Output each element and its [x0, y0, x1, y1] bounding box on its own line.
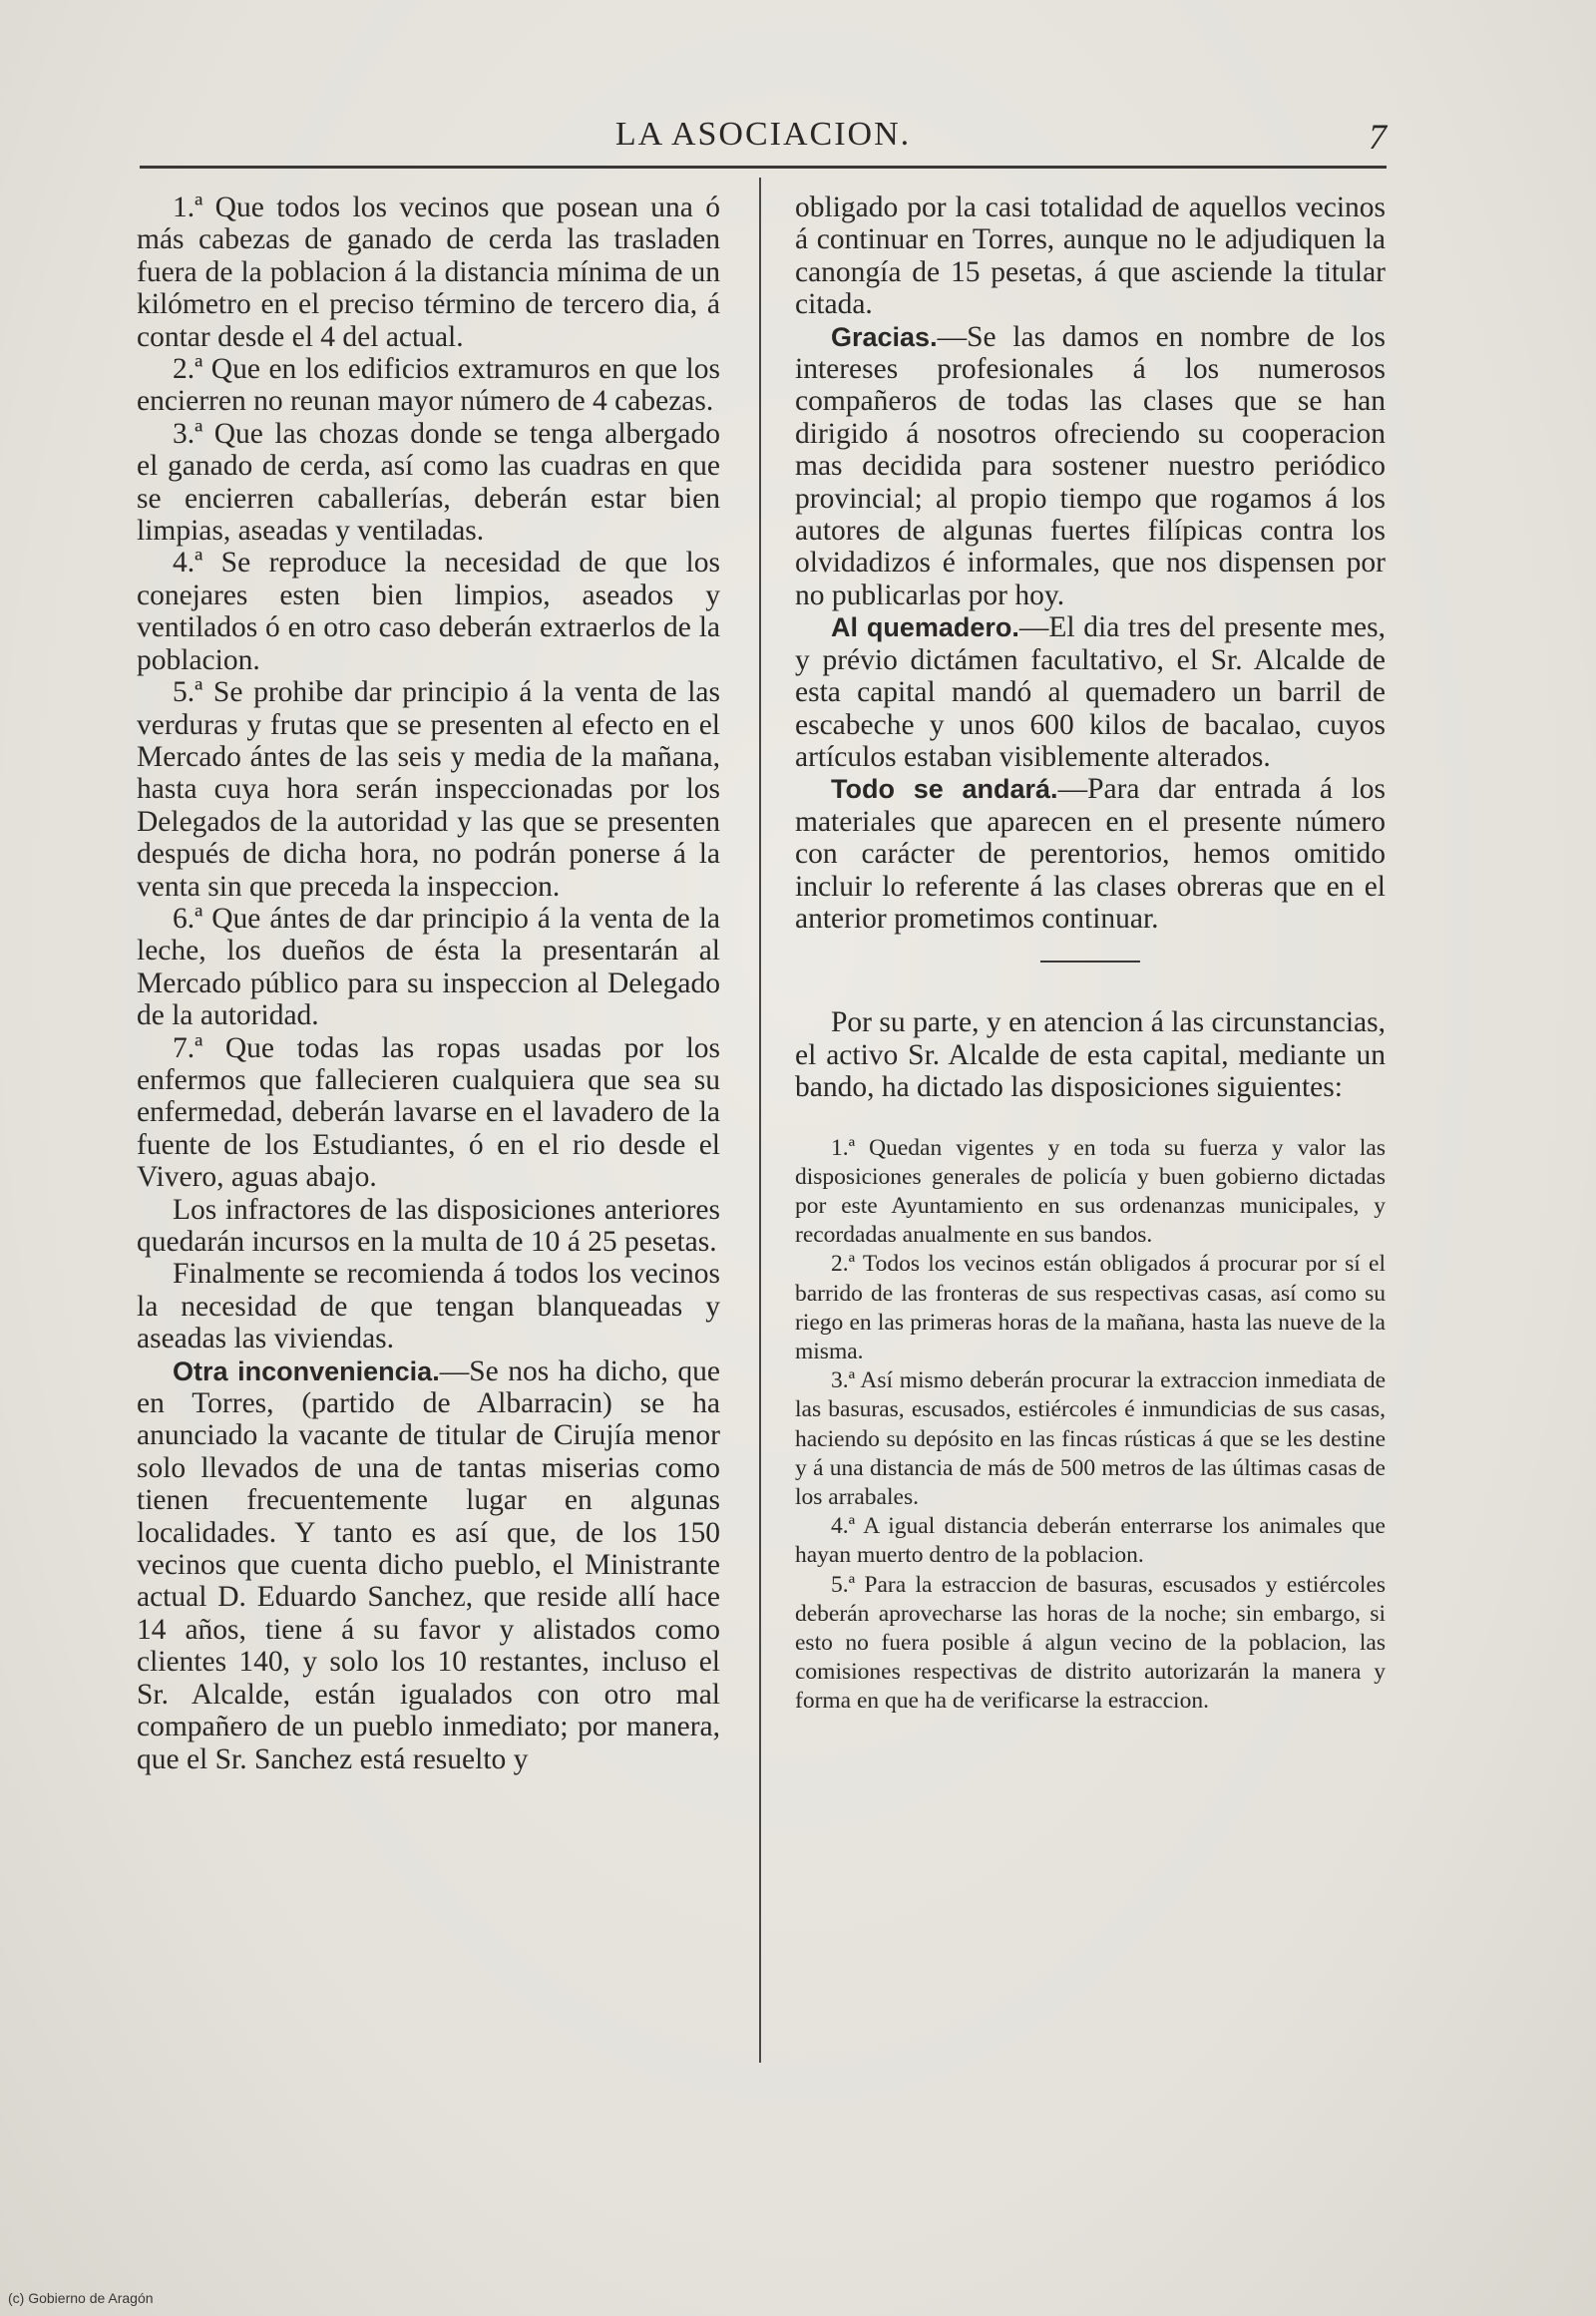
page-number: 7: [1369, 117, 1387, 157]
right-column-articles: [795, 192, 1386, 1104]
left-column: [137, 192, 720, 1775]
bando-item-4: 4.ª A igual distancia deberán enterrarse los animales que hayan muerto dentro de la poblacion.: [795, 1513, 1386, 1569]
penalty-paragraph: Los infractores de las disposiciones anteriores quedarán incursos en la multa de 10 á 25 pesetas.: [137, 1193, 720, 1258]
article-body: —Se las damos en nombre de los intereses profesionales á los numerosos compañeros de todas las clases que se han dirigido á nosotros ofreciendo su cooperacion mas decidida para sostener nuestro periódico provincial; al propio tiempo que rogamos á los autores de algunas fuertes filípicas contra los olvidadizos é informales, que nos dispensen por no publicarlas por hoy.: [795, 320, 1386, 611]
ordinance-item-1: 1.ª Que todos los vecinos que posean una ó más cabezas de ganado de cerda las trasladen fuera de la poblacion á la distancia mínima de un kilómetro en el preciso término de tercero dia, á contar desde el 4 del actual.: [137, 192, 720, 353]
recommendation-paragraph: Finalmente se recomienda á todos los vecinos la necesidad de que tengan blanqueadas y aseadas las viviendas.: [137, 1258, 720, 1355]
continued-paragraph: obligado por la casi totalidad de aquellos vecinos á continuar en Torres, aunque no le adjudiquen la canongía de 15 pesetas, á que asciende la titular citada.: [795, 192, 1386, 321]
todo-se-andara-article: [795, 773, 1386, 935]
ordinance-item-6: 6.ª Que ántes de dar principio á la venta de la leche, los dueños de ésta la presentarán al Mercado público para su inspeccion al Delegado de la autoridad.: [137, 902, 720, 1032]
bando-item-5: 5.ª Para la estraccion de basuras, escusados y estiércoles deberán aprovecharse las horas de la noche; sin embargo, si esto no fuera posible á algun vecino de la poblacion, las comisiones respectivas de distrito autorizarán la manera y forma en que ha de verificarse la estraccion.: [795, 1571, 1386, 1715]
article-body: —Se nos ha dicho, que en Torres, (partido de Albarracin) se ha anunciado la vacante de titular de Cirujía menor solo llevados de una de tantas miserias como tienen frecuentemente lugar en algunas localidades. Y tanto es así que, de los 150 vecinos que cuenta dicho pueblo, el Ministrante actual D. Eduardo Sanchez, que reside allí hace 14 años, tiene á su favor y alistados como clientes 140, y solo los 10 restantes, incluso el Sr. Alcalde, están igualados con otro mal compañero de un pueblo inmediato; por manera, que el Sr. Sanchez está resuelto y: [137, 1354, 720, 1775]
article-heading: Al quemadero.: [831, 612, 1019, 643]
article-body: —El dia tres del presente mes, y prévio dictámen facultativo, el Sr. Alcalde de esta capital mandó al quemadero un barril de escabeche y unos 600 kilos de bacalao, cuyos artículos estaban visiblemente alterados.: [795, 611, 1386, 773]
bando-intro: Por su parte, y en atencion á las circunstancias, el activo Sr. Alcalde de esta capital, mediante un bando, ha dictado las disposiciones siguientes:: [795, 1006, 1386, 1104]
column-divider: [759, 178, 761, 2063]
section-separator: [1040, 961, 1140, 963]
copyright-credit: (c) Gobierno de Aragón: [8, 2290, 154, 2306]
ordinance-item-2: 2.ª Que en los edificios extramuros en que los encierren no reunan mayor número de 4 cabezas.: [137, 353, 720, 418]
bando-item-1: 1.ª Quedan vigentes y en toda su fuerza y valor las disposiciones generales de policía y buen gobierno dictadas por este Ayuntamiento en sus ordenanzas municipales, y recordadas anualmente en sus bandos.: [795, 1134, 1386, 1249]
ordinance-item-3: 3.ª Que las chozas donde se tenga albergado el ganado de cerda, así como las cuadras en que se encierren caballerías, deberán estar bien limpias, aseadas y ventiladas.: [137, 417, 720, 548]
article-heading: Todo se andará.: [831, 774, 1058, 805]
header-rule: [140, 166, 1387, 169]
right-column: [795, 192, 1386, 1717]
article-heading: Otra inconveniencia.: [173, 1355, 440, 1386]
publication-title: LA ASOCIACION.: [614, 116, 912, 153]
bando-item-2: 2.ª Todos los vecinos están obligados á procurar por sí el barrido de las fronteras de sus respectivas casas, así como su riego en las primeras horas de la mañana, hasta las nueve de la misma.: [795, 1251, 1386, 1364]
ordinance-item-7: 7.ª Que todas las ropas usadas por los enfermos que fallecieren cualquiera que sea su enfermedad, deberán lavarse en el lavadero de la fuente de los Estudiantes, ó en el rio desde el Vivero, aguas abajo.: [137, 1031, 720, 1194]
bando-dispositions: [795, 1134, 1386, 1717]
ordinance-item-4: 4.ª Se reproduce la necesidad de que los conejares esten bien limpios, aseados y ventilados ó en otro caso deberán extraerlos de la poblacion.: [137, 547, 720, 676]
quemadero-article: [795, 611, 1386, 773]
article-heading: Gracias.: [831, 321, 938, 352]
ordinance-item-5: 5.ª Se prohibe dar principio á la venta de las verduras y frutas que se presenten al efecto en el Mercado ántes de las seis y media de la mañana, hasta cuya hora serán inspeccionadas por los Delegados de la autoridad y las que se presenten después de dicha hora, no podrán ponerse á la venta sin que preceda la inspeccion.: [137, 676, 720, 903]
spacer: [795, 1104, 1386, 1134]
gracias-article: [795, 321, 1386, 612]
article-body: —Para dar entrada á los materiales que aparecen en el presente número con carácter de perentorios, hemos omitido incluir lo referente á las clases obreras que en el anterior prometimos continuar.: [795, 773, 1386, 935]
page-header: [140, 116, 1387, 162]
otra-inconveniencia-article: [137, 1355, 720, 1775]
bando-item-3: 3.ª Así mismo deberán procurar la extraccion inmediata de las basuras, escusados, estiércoles é inmundicias de sus casas, haciendo su depósito en las fincas rústicas á que se les destine y á una distancia de más de 500 metros de las últimas casas de los arrabales.: [795, 1367, 1386, 1510]
